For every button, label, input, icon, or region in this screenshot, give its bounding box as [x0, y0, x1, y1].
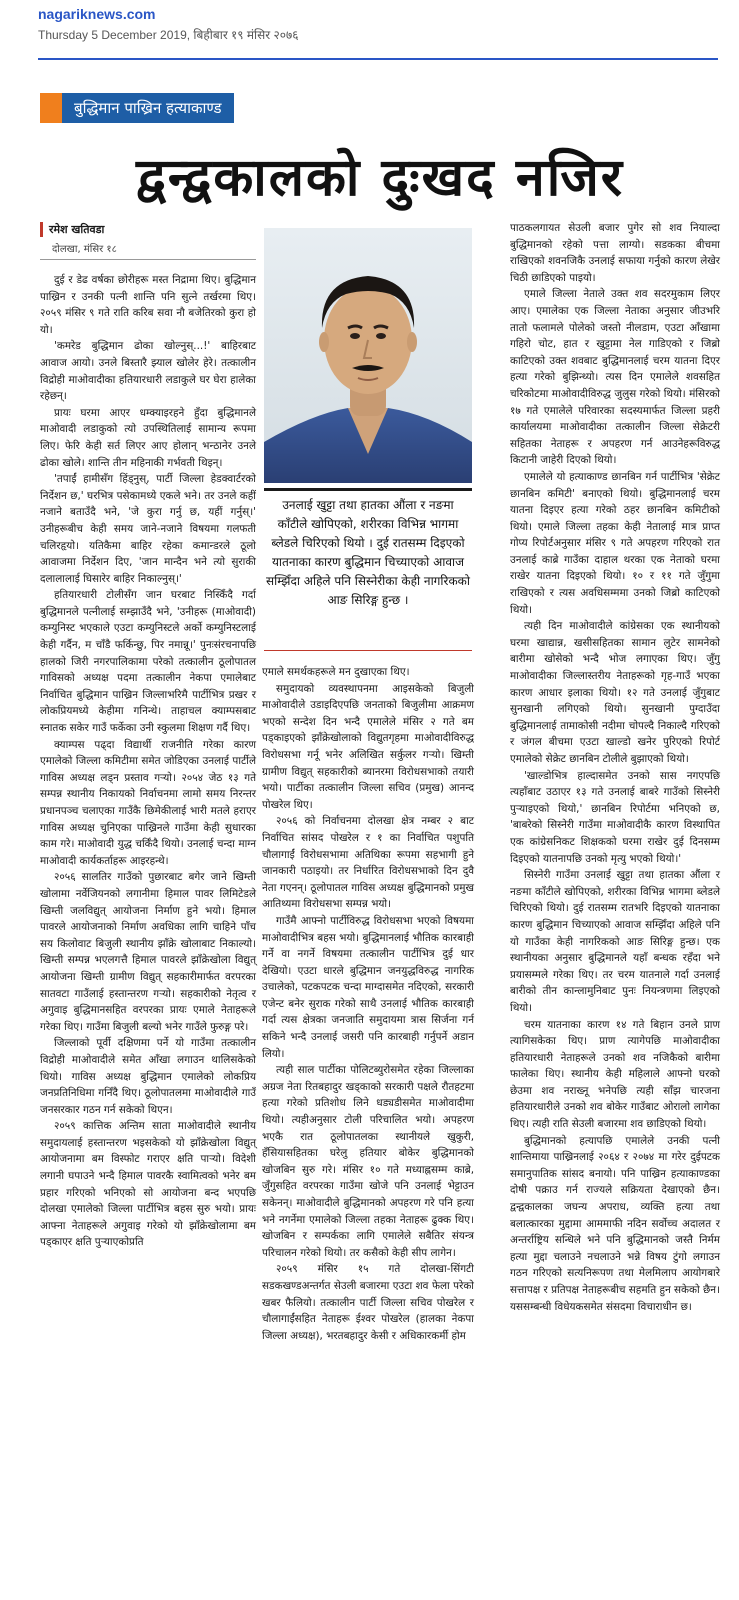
byline-rule: [40, 259, 256, 260]
kicker: [40, 93, 324, 123]
paragraph: एमाले समर्थकहरूले मन दुखाएका थिए।: [262, 666, 410, 678]
paragraph: क्याम्पस पढ्दा विद्यार्थी राजनीति गरेका कारण एमालेको जिल्ला कमिटीमा समेत जोडिएका उनलाई पार्टीले गाविस अध्यक्ष लड्न प्रस्ताव गर्‍यो। २०५४ जेठ १३ गते सम्पन्न स्थानीय निकायको निर्वाचनमा लामो समय निरन्तर प्रधानपञ्च चलाएका गाउँकै छिमेकीलाई भारी मतले हराएर गाविस अध्यक्ष चुनिएका पाख्रिनले गाउँमा केही सुधारका काम गरे। माओवादी युद्ध चर्किंदै थियो। उनलाई चन्दा माग्न माओवादी कार्यकर्ताहरू आइरहन्थे।: [40, 738, 256, 867]
paragraph: गाउँमै आफ्नो पार्टीविरुद्ध विरोधसभा भएको विषयमा माओवादीभित्र बहस भयो। बुद्धिमानलाई भौतिक कारबाही गर्ने वा नगर्ने विषयमा तत्कालीन पार्टीभित्र दुई धार देखियो। एउटा धारले बुद्धिमान जनयुद्धविरुद्ध नागरिक उचालेको, पटकपटक चन्दा माग्दासमेत नदिएको, सरकारी एजेन्ट बनेर सुराक गरेको साथै उनलाई भौतिक कारबाही गर्दा त्यस क्षेत्रका जनजाति समुदायमा त्रास सिर्जना गर्न सकिने भन्दै उनलाई जसरी पनि कारबाही गर्नुपर्ने अडान लियो।: [262, 914, 474, 1060]
paragraph: समुदायको व्यवस्थापनमा आइसकेको बिजुली माओवादीले उडाइदिएपछि जनताको बिजुलीमा आक्रमण भएको सन्देश दिन भन्दै एमालेले मंसिर २ गते बम पड्काइएको झाँक्रेखोलाको विद्युतगृहमा माओवादीविरुद्ध विरोधसभा गर्नू भनेर अलिखित सर्कुलर गर्‍यो। खिम्ती ग्रामीण विद्युत् सहकारीको ब्यानरमा विरोधसभाको तयारी भयो। पार्टीका तत्कालीन जिल्ला सचिव (प्रमुख) आनन्द पोखरेल थिए।: [262, 682, 474, 811]
portrait-photo: [264, 228, 472, 483]
kicker-label: बुद्धिमान पाख्रिन हत्याकाण्ड: [62, 93, 234, 123]
paragraph: पाठकलगायत सेउली बजार पुगेर सो शव नियाल्दा बुद्धिमानको रहेको पत्ता लाग्यो। सडकका बीचमा राखिएको शवनजिकै उनलाई सफाया गर्नुको कारण लेखेर चिठी छाडिएको पाइयो।: [510, 222, 720, 284]
paragraph: जिल्लाको पूर्वी दक्षिणमा पर्ने यो गाउँमा तत्कालीन विद्रोही माओवादीले समेत आँखा लगाउन थालिसकेको थियो। गाविस अध्यक्ष बुद्धिमान एमालेको लोकप्रिय जनप्रतिनिधिमा गनिँदै थिए। ठूलोपातलमा माओवादीले गाउँ जनसरकार गठन गर्न सकेको थिएन।: [40, 1037, 256, 1116]
article-column-1: [40, 272, 256, 1251]
kicker-accent: [40, 93, 62, 123]
site-name[interactable]: nagariknews.com: [38, 6, 156, 22]
paragraph: दुई र डेढ वर्षका छोरीहरू मस्त निद्रामा थिए। बुद्धिमान पाख्रिन र उनकी पत्नी शान्ति पनि सुत्ने तर्खरमा थिए। २०५९ मंसिर ९ गते राति करिब सवा नौ बजेतिरको कुरा हो यो।: [40, 274, 256, 336]
author-name: रमेश खतिवडा: [40, 222, 256, 237]
caption-rule: [264, 650, 472, 651]
paragraph: बुद्धिमानको हत्यापछि एमालेले उनकी पत्नी शान्तिमाया पाख्रिनलाई २०६४ र २०७४ मा गरेर दुईपटक समानुपातिक सांसद बनायो। पनि पाख्रिन हत्याकाण्डका दोषी पक्राउ गर्न राज्यले सक्रियता देखाएको छैन। द्वन्द्वकालका जघन्य अपराध, व्यक्ति हत्या तथा बलात्कारका मुद्दामा आममाफी नदिन सर्वोच्च अदालत र अन्तर्राष्ट्रिय सन्धिले भने पनि बुद्धिमानको जस्तै निर्मम हत्या मुद्दा चलाउने नचलाउने भन्ने विषय टुंगो लगाउन गठन गरिएको सत्यनिरूपण तथा मेलमिलाप आयोगबारे सत्तापक्ष र प्रतिपक्ष नेताहरूबीच सहमति हुन सकेको छैन। यससम्बन्धी विधेयकसमेत संसदमा विचाराधीन छ।: [510, 1134, 721, 1313]
paragraph: त्यही साल पार्टीका पोलिटब्युरोसमेत रहेका जिल्लाका अग्रज नेता रितबहादुर खड्काको सरकारी पक्षले रौतहटमा हत्या गरेको प्रतिशोध लिने धड्यडीसमेत माओवादीमा थियो। त्यहीअनुसार टोली परिचालित भयो। अपहरण भएकै रात ठूलोपातलका स्थानीयले खुकुरी, हँसियासहितका घरेलु हतियार बोकेर बुद्धिमानको खोजबिन सुरु गरे। मंसिर १० गते मध्याह्नसम्म काब्रे, जुँगुसहित वरपरका गाउँमा खोजे पनि उनलाई भेट्टाउन सकेनन्। माओवादीले बुद्धिमानको अपहरण गरे पनि हत्या भने नगर्नेमा एमालेको जिल्ला तहका नेताहरू ढुक्क थिए। खोजबिन र सम्पर्कका लागि एमालेले सबैतिर संयन्त्र परिचालन गरेको थियो। तर कसैको केही सीप लागेन।: [262, 1064, 474, 1259]
paragraph: एमालेले यो हत्याकाण्ड छानबिन गर्न पार्टीभित्र 'सेक्रेट छानबिन कमिटी' बनाएको थियो। बुद्धिमानलाई चरम यातना दिइएर हत्या गरेको ठहर छानबिन कमिटीको थियो। एमाले जिल्ला तहका केही नेतालाई मात्र प्राप्त गोप्य रिपोर्टअनुसार मंसिर ९ गते अपहरण गरिएको रात उनलाई काब्रे गाउँका दाहाल थरका एक नेताको घरमा राखेर यातना दिइएको थियो। १० र ११ गते जुँगुमा राखिएको र त्यस अवधिसम्ममा उनको जिब्रो काटिएको थियो।: [510, 470, 720, 616]
paragraph: एमाले जिल्ला नेताले उक्त शव सदरमुकाम लिएर आए। एमालेका एक जिल्ला नेताका अनुसार जीउभरि तातो फलामले पोलेको जस्तो नीलडाम, एउटा आँखामा गहिरो चोट, हात र खुट्टामा नेल गाडिएको र जिब्रो काटिएको उक्त शवबाट बुद्धिमानलाई चरम यातना दिएर हत्या गरेको बुझिन्थ्यो। त्यस दिन एमालेले शवसहित चरिकोटमा माओवादीविरुद्ध जुलुस गरेको थियो। मंसिरको १७ गते एमालेले परिवारका सदस्यमार्फत जिल्ला प्रहरी कार्यालयमा माओवादीका तत्कालीन जिल्ला सेक्रेटरी सहितका नेताहरू र अपहरण गर्न आउनेहरूविरुद्ध किटानी जाहेरी दिएको थियो।: [510, 288, 720, 467]
paragraph: २०५९ कात्तिक अन्तिम साता माओवादीले स्थानीय समुदायलाई हस्तान्तरण भइसकेको यो झाँक्रेखोला विद्युत् आयोजनामा बम विस्फोट गराएर क्षति पार्‍यो। विदेशी लगानी घपाउने भन्दै हिमाल पावरकै स्वामित्वको भनेर बम प्रहार गरिएको भनिएको सो आयोजना बन्द भएपछि दोलखा एमालेको जिल्ला पार्टीभित्र बहस सुरु भयो। प्रायः आफ्ना नेताहरूले अगुवाइ गरेको यो झाँक्रेखोलामा बम पड्काएर क्षति पुऱ्याएकोप्रति: [40, 1120, 256, 1249]
paragraph: 'कमरेड बुद्धिमान ढोका खोल्नुस्...!' बाहिरबाट आवाज आयो। उनले बिस्तारै झ्याल खोलेर हेरे। तत्कालीन विद्रोही माओवादीका हतियारधारी लडाकुले घर घेरा हालेका रहेछन्।: [40, 340, 256, 403]
paragraph: 'तपाईं हामीसँग हिंड्नुस्, पार्टी जिल्ला हेडक्वार्टरको निर्देशन छ,' घरभित्र पसेकामध्ये एकले भने। तर उनले कहीं नजाने बताउँदै भने, 'जे कुरा गर्नु छ, यहीं गर्नुस्।' उनीहरूबीच केही समय जाने-नजाने विषयमा गलफती चलिरहृयो। यतिकैमा बाहिर रहेका कमान्डरले ठूलो आवाजमा निर्देशन दिए, 'जान मान्दैन भने त्यो सुराकी दलालालाई घिसारेर बाहिर निकाल्नुस्।': [40, 473, 256, 585]
date-line: Thursday 5 December 2019, बिहीबार १९ मंसिर २०७६: [38, 28, 299, 42]
byline: [40, 222, 256, 260]
paragraph: २०५९ मंसिर १५ गते दोलखा-सिंगटी सडकखण्डअन्तर्गत सेउली बजारमा एउटा शव फेला परेको खबर फैलियो। तत्कालीन पार्टी जिल्ला सचिव पोखरेल र चौलागाईंसहित नेताहरू ईश्वर पोखरेल (हालका नेकपा जिल्ला अध्यक्ष), भरतबहादुर केसी र अधिकारकर्मी होम: [262, 1263, 474, 1342]
dateline-place: दोलखा, मंसिर १८: [52, 244, 117, 255]
caption-top-bar: [264, 488, 472, 491]
headline: द्वन्द्वकालको दुःखद नजिर: [135, 147, 625, 208]
paragraph: 'खाल्डोभित्र हाल्दासमेत उनको सास नगएपछि त्यहाँबाट उठाएर १३ गते उनलाई बाबरे गाउँको सिस्नेरी पुऱ्याइएको थियो,' छानबिन रिपोर्टमा भनिएको छ, 'बाबरेको सिस्नेरी गाउँमा माओवादीकै कारण विस्थापित एक कांग्रेसनिकट शिक्षकको घरमा राखेर दुई दिनसम्म दिइएको यातनापछि उनको मृत्यु भएको थियो।': [510, 769, 720, 865]
photo-caption: उनलाई खुट्टा तथा हातका औंला र नङमा काँटीले खोपिएको, शरीरका विभिन्न भागमा ब्लेडले चिरिएको थियो । दुई रातसम्म दिइएको यातनाका कारण बुद्धिमान चिच्याएको आवाज सम्झिँदा अहिले पनि सिस्नेरीका केही नागरिकको आङ सिरिङ्ग हुन्छ ।: [266, 498, 470, 607]
paragraph: चरम यातनाका कारण १४ गते बिहान उनले प्राण त्यागिसकेका थिए। प्राण त्यागेपछि माओवादीका हतियारधारी नेताहरूले उनको शव नजिकैको बारीमा फालेका थिए। स्थानीय केही महिलाले आफ्नो घरको छेउमा शव नराख्नू भनेपछि त्यही साँझ चारजना हतियारधारीले उनको शव बोकेर गाउँबाट ओरालो लागेका थिए। त्यही राति सेउली बजारमा शव छाडिएको थियो।: [510, 1018, 720, 1131]
portrait-illustration: [264, 228, 472, 483]
article-column-3: [510, 220, 720, 1315]
masthead: [38, 6, 718, 60]
paragraph: सिस्नेरी गाउँमा उनलाई खुट्टा तथा हातका औंला र नङमा काँटीले खोपिएको, शरीरका विभिन्न भागमा ब्लेडले चिरिएको थियो। दुई रातसम्म रातभरि दिइएको यातनाका कारण बुद्धिमान चिच्याएको आवाज सम्झिँदा अहिले पनि यो गाउँका केही नागरिकको आङ सिरिङ्ग हुन्छ। एक स्थानीयका अनुसार बुद्धिमानले यहाँ बन्धक रहँदा भने प्रयासम्मले गरेका थिए। तर चरम यातनाले गर्दा उनलाई बारीको तीन कान्लामुनिबाट पुनः नियन्त्रणमा लिइएको थियो।: [510, 869, 720, 1014]
paragraph: त्यही दिन माओवादीले कांग्रेसका एक स्थानीयको घरमा खाद्यान्न, खसीसहितका सामान लुटेर सामनेको बारीमा खोसेको भन्दै भोज लगाएका थिए। जुँगु माओवादीका जिल्लास्तरीय नेताहरूको गृह-गाउँ भएका कारण आधार इलाका थियो। १२ गते उनलाई जुँगुबाट सुनखानी लगिएको थियो। सुनखानी पुग्दाउँदा बुद्धिमानलाई तामाकोसी नदीमा चोपल्दै निकाल्दै गरिएको र जंगल बीचमा एउटा खाल्डो खनेर पुरिएको रिपोर्ट एमालेको सेक्रेट छानबिन टोलीले बुझाएको थियो।: [510, 620, 720, 765]
paragraph: २०५६ को निर्वाचनमा दोलखा क्षेत्र नम्बर २ बाट निर्वाचित सांसद पोखरेल र १ का निर्वाचित पशुपति चौलागाईं विरोधसभामा अतिथिका रूपमा सहभागी हुने जानकारी पठाइयो। तर निर्धारित विरोधसभाको दिन दुवै नेता गएनन्। ठूलोपातल गाविस अध्यक्ष बुद्धिमानको प्रमुख आतिथ्यमा विरोधसभा सम्पन्न भयो।: [262, 815, 474, 911]
paragraph: हतियारधारी टोलीसँग जान घरबाट निस्किँदै गर्दा बुद्धिमानले पत्नीलाई सम्झाउँदै भने, 'उनीहरू (माओवादी) कम्युनिस्ट भएकाले एउटा कम्युनिस्टले अर्को कम्युनिस्टलाई केही गर्दैन, म चाँडै फर्किन्छु, पिर नमान्नू।' पुनःसंरचनापछि हालको जिरी नगरपालिकामा परेको तत्कालीन ठूलोपातल गाविसको अध्यक्ष पदमा तत्कालीन नेकपा एमालेबाट निर्वाचित बुद्धिमान पाख्रिन जिल्लाभरिमै पार्टीभित्र प्रखर र लोकप्रियमध्ये केहीमा गनिन्थे। ताहाचल क्याम्पसबाट स्नातक सकेर गाउँ फर्केका उनी स्कुलमा शिक्षण गर्दै थिए।: [40, 589, 256, 735]
paragraph: २०५६ सालतिर गाउँको पुछारबाट बगेर जाने खिम्ती खोलामा नर्वेजियनको लगानीमा हिमाल पावर लिमिटेडले खिम्ती जलविद्युत् आयोजना निर्माण हुने भयो। हिमाल पावरले आयोजनाको निर्माण अवधिका लागि चाहिने पाँच सय किलोवाट बिजुली स्थानीय झाँक्रे खोलाबाट निकाल्यो। खिम्ती सम्पन्न भएलगत्तै हिमाल पावरले झाँक्रेखोला विद्युत् आयोजना खिम्ती ग्रामीण विद्युत् सहकारीमार्फत वरपरका सातवटा गाउँलाई हस्तान्तरण गर्‍यो। सहकारीको नेतृत्व र अगुवाइ बुद्धिमानसहित वरपरका प्रायः एमाले नेताहरूले गरेका थिए। गाउँमा बिजुली बल्यो भनेर गाउँले फुरुङ्ग परे।: [40, 871, 256, 1033]
masthead-rule: [38, 58, 718, 60]
paragraph: प्रायः घरमा आएर धम्क्याइरहने हुँदा बुद्धिमानले माओवादी लडाकुको त्यो उपस्थितिलाई सामान्य रूपमा लिए। फेरि केही सर्त लिएर आए होलान् भन्ठानेर उनले ढोका खोले। शान्ति तीन महिनाकी गर्भवती थिइन्।: [40, 406, 256, 469]
article-column-2: [262, 664, 474, 1344]
